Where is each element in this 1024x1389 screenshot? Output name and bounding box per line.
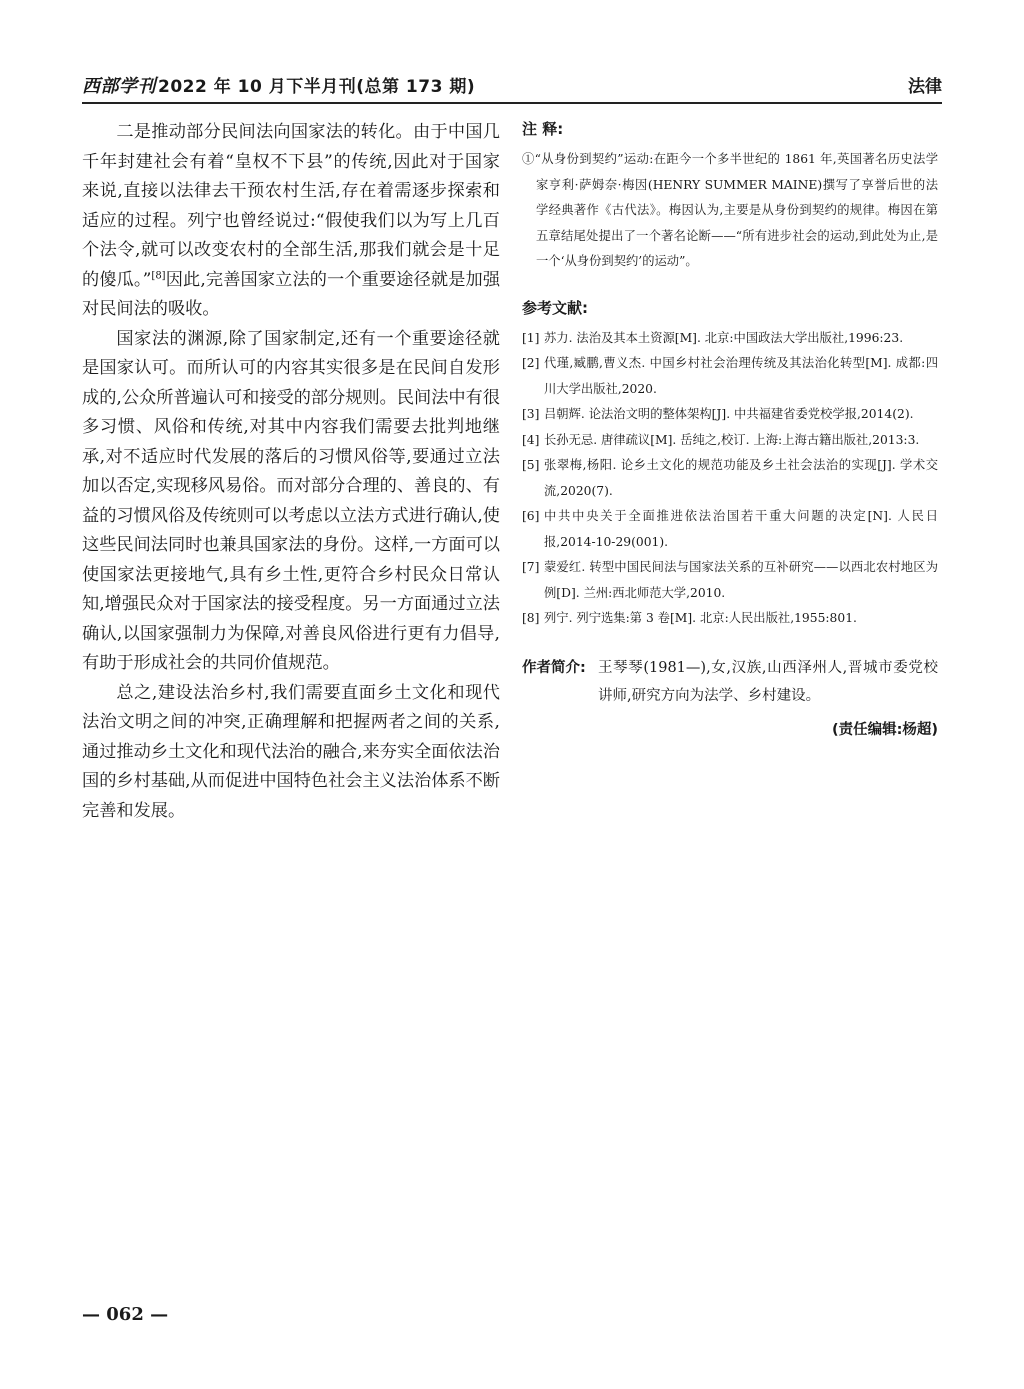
issue-info: 2022 年 10 月下半月刊(总第 173 期): [158, 77, 476, 97]
note-item: ①“从身份到契约”运动:在距今一个多半世纪的 1861 年,英国著名历史法学家亨利·萨姆奈·梅因(HENRY SUMMER MAINE)撰写了享誉后世的法学经典著作《古代法》。梅因认为,主要是从身份到契约的规律。梅因在第五章结尾处提出了一个著名论断——“所有进步社会的运动,到此处为止,是一个‘从身份到契约’的运动”。: [522, 152, 938, 268]
reference-number: [5]: [522, 458, 540, 472]
reference-number: [1]: [522, 330, 540, 345]
body-paragraph: [82, 118, 500, 325]
journal-title: [82, 72, 475, 98]
reference-text: 吕朝辉. 论法治文明的整体架构[J]. 中共福建省委党校学报,2014(2).: [544, 407, 914, 421]
reference-number: [2]: [522, 356, 540, 370]
reference-number: [4]: [522, 432, 540, 447]
reference-item: [522, 555, 938, 606]
reference-text: 张翠梅,杨阳. 论乡土文化的规范功能及乡土社会法治的实现[J]. 学术交流,2020(7).: [544, 458, 938, 498]
body-paragraph: 国家法的渊源,除了国家制定,还有一个重要途径就是国家认可。而所认可的内容其实很多是在民间自发形成的,公众所普遍认可和接受的部分规则。民间法中有很多习惯、风俗和传统,对其中内容我们需要去批判地继承,对不适应时代发展的落后的习惯风俗等,要通过立法加以否定,实现移风易俗。而对部分合理的、善良的、有益的习惯风俗及传统则可以考虑以立法方式进行确认,使这些民间法同时也兼具国家法的身份。这样,一方面可以使国家法更接地气,具有乡土性,更符合乡村民众日常认知,增强民众对于国家法的接受程度。另一方面通过立法确认,以国家强制力为保障,对善良风俗进行更有力倡导,有助于形成社会的共同价值规范。: [82, 328, 500, 673]
reference-number: [8]: [522, 611, 540, 625]
author-text: 王琴琴(1981—),女,汉族,山西泽州人,晋城市委党校讲师,研究方向为法学、乡村建设。: [598, 659, 938, 704]
reference-text: 长孙无忌. 唐律疏议[M]. 岳纯之,校订. 上海:上海古籍出版社,2013:3.: [544, 432, 920, 447]
reference-item: [522, 428, 938, 454]
reference-item: [522, 351, 938, 402]
reference-number: [6]: [522, 509, 540, 523]
page-number: — 062 —: [82, 1304, 169, 1325]
reference-item: [522, 504, 938, 555]
paragraph-text: 因此,完善国家立法的一个重要途径就是加强对民间法的吸收。: [82, 269, 501, 319]
reference-text: 蒙爱红. 转型中国民间法与国家法关系的互补研究——以西北农村地区为例[D]. 兰州:西北师范大学,2010.: [544, 560, 938, 600]
reference-item: [522, 453, 938, 504]
reference-item: [522, 606, 938, 632]
reference-item: [522, 402, 938, 428]
section-label: 法律: [908, 77, 942, 97]
reference-text: 苏力. 法治及其本土资源[M]. 北京:中国政法大学出版社,1996:23.: [544, 330, 904, 345]
main-text-column: [82, 118, 500, 826]
paragraph-text: 二是推动部分民间法向国家法的转化。由于中国几千年封建社会有着“皇权不下县”的传统,因此对于国家来说,直接以法律去干预农村生活,存在着需逐步探索和适应的过程。列宁也曾经说过:“假使我们以为写上几百个法令,就可以改变农村的全部生活,那我们就会是十足的傻瓜。”: [82, 122, 500, 290]
body-paragraph: 总之,建设法治乡村,我们需要直面乡土文化和现代法治文明之间的冲突,正确理解和把握两者之间的关系,通过推动乡土文化和现代法治的融合,来夯实全面依法治国的乡村基础,从而促进中国特色社会主义法治体系不断完善和发展。: [82, 682, 500, 821]
author-label: 作者简介:: [522, 659, 586, 676]
reference-text: 列宁. 列宁选集:第 3 卷[M]. 北京:人民出版社,1955:801.: [544, 611, 857, 625]
reference-number: [7]: [522, 560, 540, 574]
reference-item: [522, 326, 938, 352]
author-bio: [522, 654, 938, 710]
reference-text: 代瑾,臧鹏,曹义杰. 中国乡村社会治理传统及其法治化转型[M]. 成都:四川大学出版社,2020.: [544, 356, 938, 396]
citation-mark: [8]: [151, 269, 166, 281]
reference-text: 中共中央关于全面推进依法治国若干重大问题的决定[N]. 人民日报,2014-10-29(001).: [544, 509, 938, 549]
page-header: [82, 70, 942, 104]
references-title: 参考文献:: [522, 298, 588, 317]
journal-logo: 西部学刊: [82, 76, 156, 97]
reference-number: [3]: [522, 407, 540, 421]
notes-title: 注 释:: [522, 120, 564, 138]
notes-references-column: [522, 118, 938, 739]
editor-credit: (责任编辑:杨超): [831, 721, 938, 738]
